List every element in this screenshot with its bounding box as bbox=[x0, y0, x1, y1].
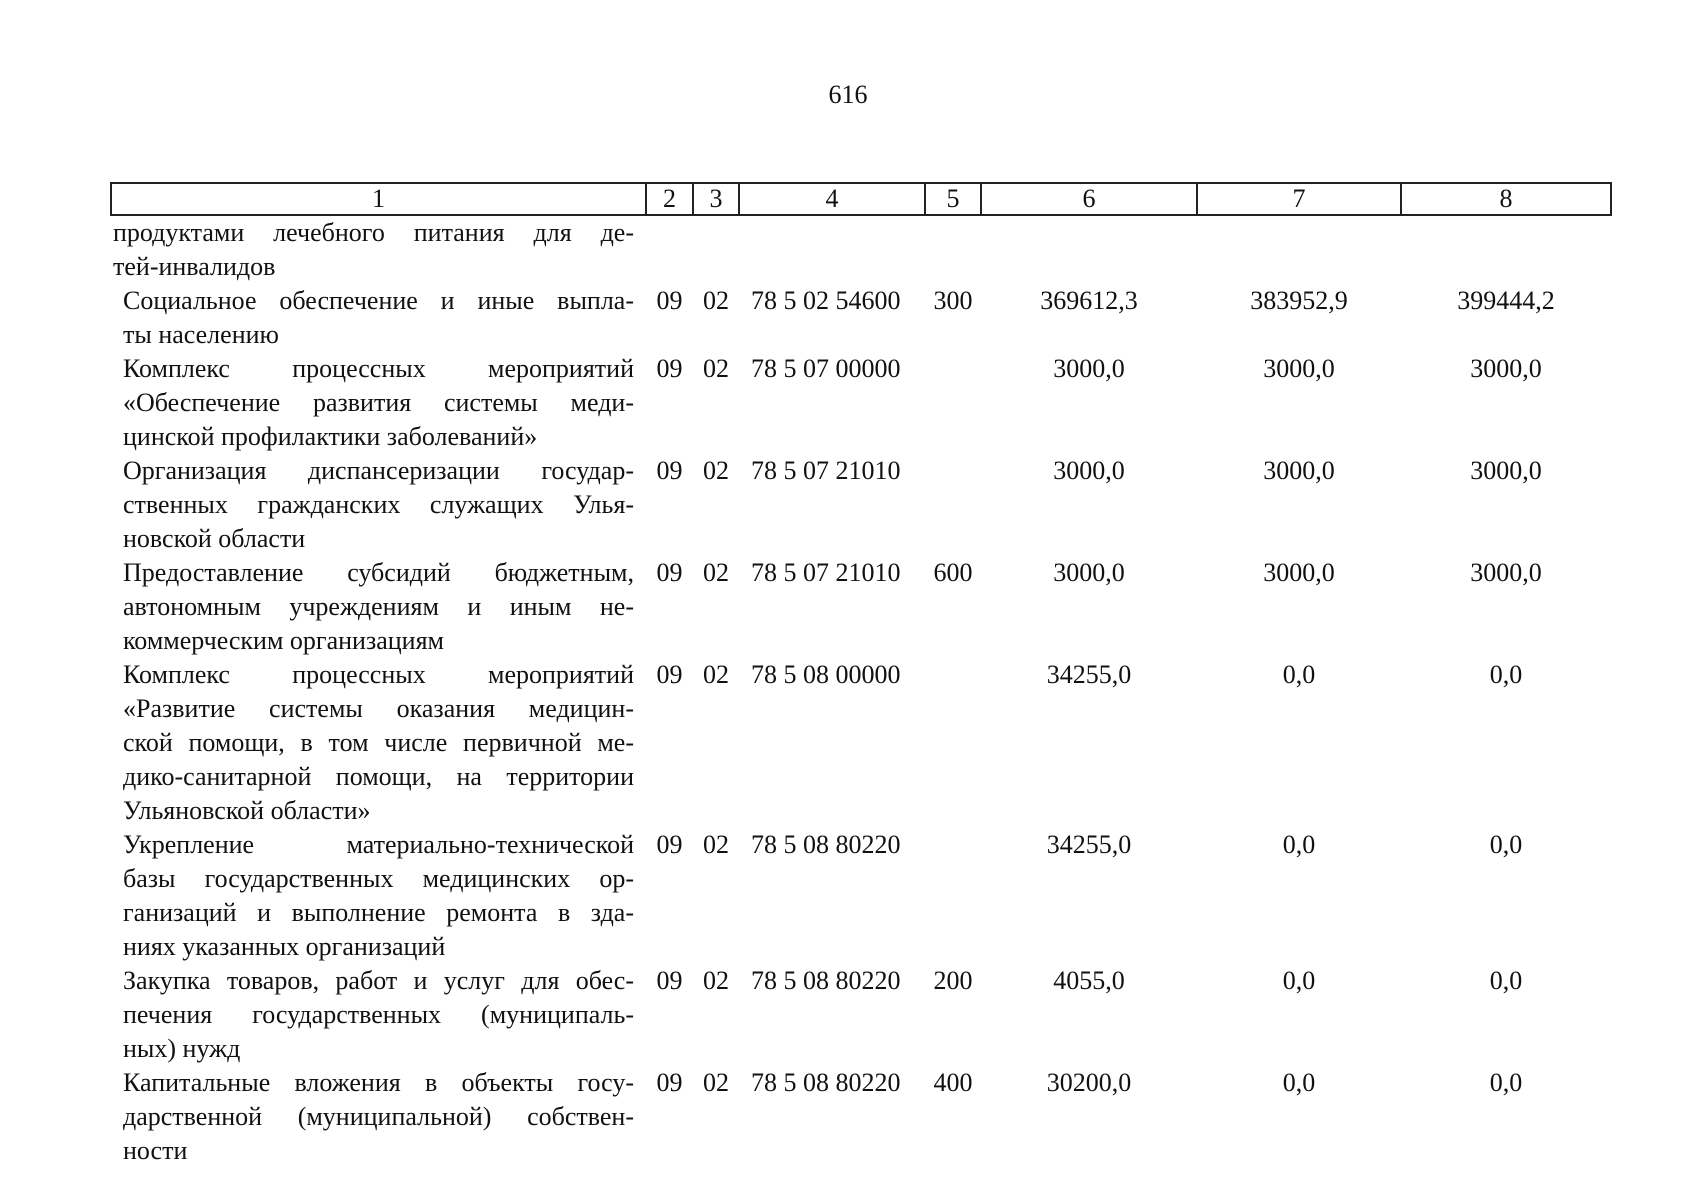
amount-year-1: 3000,0 bbox=[1053, 456, 1125, 485]
section-code: 09 bbox=[656, 1068, 683, 1097]
row-description bbox=[111, 964, 646, 1066]
expense-type-code bbox=[925, 352, 981, 454]
expense-type-code: 200 bbox=[933, 966, 973, 995]
description-line: Комплекс процессных мероприятий bbox=[123, 354, 634, 383]
header-col-4: 4 bbox=[739, 183, 925, 215]
description-line: ганизаций и выполнение ремонта в зда- bbox=[123, 898, 634, 927]
budget-table bbox=[110, 182, 1612, 1168]
description-line: Укрепление материально-технической bbox=[123, 830, 634, 859]
target-article-code bbox=[739, 215, 925, 284]
subsection-code: 02 bbox=[703, 1068, 729, 1097]
expense-type-code bbox=[925, 828, 981, 964]
description-line: Организация диспансеризации государ- bbox=[123, 456, 634, 485]
header-col-2: 2 bbox=[646, 183, 693, 215]
description-line: продуктами лечебного питания для де- bbox=[113, 218, 634, 247]
row-description bbox=[111, 454, 646, 556]
description-line: Ульяновской области» bbox=[123, 796, 371, 825]
header-col-3: 3 bbox=[693, 183, 739, 215]
table-row bbox=[111, 556, 1611, 658]
section-code: 09 bbox=[656, 456, 683, 485]
description-line: дарственной (муниципальной) собствен- bbox=[123, 1102, 634, 1131]
amount-year-1: 3000,0 bbox=[1053, 558, 1125, 587]
description-line: «Обеспечение развития системы меди- bbox=[123, 388, 634, 417]
description-line: Комплекс процессных мероприятий bbox=[123, 660, 634, 689]
target-article-code: 78 5 07 21010 bbox=[751, 558, 901, 587]
header-col-6: 6 bbox=[981, 183, 1197, 215]
target-article-code: 78 5 07 00000 bbox=[751, 354, 901, 383]
section-code bbox=[646, 215, 693, 284]
amount-year-3: 3000,0 bbox=[1470, 558, 1542, 587]
description-line: Предоставление субсидий бюджетным, bbox=[123, 558, 634, 587]
amount-year-3: 0,0 bbox=[1489, 966, 1523, 995]
target-article-code: 78 5 08 00000 bbox=[751, 660, 901, 689]
target-article-code: 78 5 02 54600 bbox=[751, 286, 901, 315]
expense-type-code: 300 bbox=[933, 286, 973, 315]
description-line: цинской профилактики заболеваний» bbox=[123, 422, 538, 451]
amount-year-1: 4055,0 bbox=[1053, 966, 1125, 995]
table-row bbox=[111, 1066, 1611, 1168]
row-description bbox=[111, 352, 646, 454]
description-line: коммерческим организациям bbox=[123, 626, 445, 655]
expense-type-code: 600 bbox=[933, 558, 973, 587]
description-line: ных) нужд bbox=[123, 1034, 241, 1063]
row-description bbox=[111, 658, 646, 828]
header-col-5: 5 bbox=[925, 183, 981, 215]
amount-year-3: 3000,0 bbox=[1470, 456, 1542, 485]
amount-year-2: 3000,0 bbox=[1263, 558, 1335, 587]
description-line: Социальное обеспечение и иные выпла- bbox=[123, 286, 634, 315]
target-article-code: 78 5 08 80220 bbox=[751, 1068, 901, 1097]
subsection-code: 02 bbox=[703, 286, 729, 315]
amount-year-2: 3000,0 bbox=[1263, 456, 1335, 485]
description-line: тей-инвалидов bbox=[113, 252, 276, 281]
description-line: дико-санитарной помощи, на территории bbox=[123, 762, 634, 791]
amount-year-2: 383952,9 bbox=[1250, 286, 1348, 315]
table-row bbox=[111, 454, 1611, 556]
amount-year-1 bbox=[981, 215, 1197, 284]
subsection-code bbox=[693, 215, 739, 284]
row-description bbox=[111, 284, 646, 352]
description-line: ниях указанных организаций bbox=[123, 932, 446, 961]
subsection-code: 02 bbox=[703, 966, 729, 995]
amount-year-1: 3000,0 bbox=[1053, 354, 1125, 383]
amount-year-3: 399444,2 bbox=[1457, 286, 1555, 315]
subsection-code: 02 bbox=[703, 558, 729, 587]
subsection-code: 02 bbox=[703, 660, 729, 689]
amount-year-3: 0,0 bbox=[1489, 660, 1523, 689]
row-description bbox=[111, 828, 646, 964]
description-line: «Развитие системы оказания медицин- bbox=[123, 694, 634, 723]
subsection-code: 02 bbox=[703, 830, 729, 859]
description-line: ты населению bbox=[123, 320, 279, 349]
target-article-code: 78 5 08 80220 bbox=[751, 830, 901, 859]
amount-year-3: 3000,0 bbox=[1470, 354, 1542, 383]
amount-year-1: 34255,0 bbox=[1046, 660, 1132, 689]
amount-year-2: 0,0 bbox=[1282, 830, 1316, 859]
table-row bbox=[111, 284, 1611, 352]
expense-type-code bbox=[925, 454, 981, 556]
table-row bbox=[111, 352, 1611, 454]
section-code: 09 bbox=[656, 660, 683, 689]
row-description bbox=[111, 556, 646, 658]
amount-year-2: 0,0 bbox=[1282, 1068, 1316, 1097]
description-line: Закупка товаров, работ и услуг для обес- bbox=[123, 966, 634, 995]
expense-type-code bbox=[925, 658, 981, 828]
description-line: базы государственных медицинских ор- bbox=[123, 864, 634, 893]
row-description bbox=[111, 1066, 646, 1168]
section-code: 09 bbox=[656, 830, 683, 859]
table-row bbox=[111, 964, 1611, 1066]
header-col-8: 8 bbox=[1401, 183, 1611, 215]
section-code: 09 bbox=[656, 354, 683, 383]
amount-year-1: 369612,3 bbox=[1040, 286, 1138, 315]
amount-year-1: 30200,0 bbox=[1046, 1068, 1132, 1097]
table-body bbox=[111, 215, 1611, 1168]
amount-year-3: 0,0 bbox=[1489, 830, 1523, 859]
page-number: 616 bbox=[828, 80, 868, 109]
amount-year-2: 0,0 bbox=[1282, 660, 1316, 689]
amount-year-3 bbox=[1401, 215, 1611, 284]
subsection-code: 02 bbox=[703, 354, 729, 383]
subsection-code: 02 bbox=[703, 456, 729, 485]
description-line: ности bbox=[123, 1136, 188, 1165]
target-article-code: 78 5 07 21010 bbox=[751, 456, 901, 485]
description-line: печения государственных (муниципаль- bbox=[123, 1000, 634, 1029]
table-row bbox=[111, 828, 1611, 964]
description-line: ственных гражданских служащих Улья- bbox=[123, 490, 634, 519]
description-line: ской помощи, в том числе первичной ме- bbox=[123, 728, 634, 757]
expense-type-code bbox=[925, 215, 981, 284]
section-code: 09 bbox=[656, 966, 683, 995]
amount-year-2: 3000,0 bbox=[1263, 354, 1335, 383]
section-code: 09 bbox=[656, 286, 683, 315]
header-col-1: 1 bbox=[111, 183, 646, 215]
amount-year-3: 0,0 bbox=[1489, 1068, 1523, 1097]
row-description bbox=[111, 215, 646, 284]
description-line: Капитальные вложения в объекты госу- bbox=[123, 1068, 634, 1097]
description-line: новской области bbox=[123, 524, 306, 553]
description-line: автономным учреждениям и иным не- bbox=[123, 592, 634, 621]
amount-year-2: 0,0 bbox=[1282, 966, 1316, 995]
expense-type-code: 400 bbox=[933, 1068, 973, 1097]
target-article-code: 78 5 08 80220 bbox=[751, 966, 901, 995]
section-code: 09 bbox=[656, 558, 683, 587]
budget-table-container bbox=[110, 182, 1610, 1168]
table-row bbox=[111, 658, 1611, 828]
table-row bbox=[111, 215, 1611, 284]
header-col-7: 7 bbox=[1197, 183, 1401, 215]
amount-year-2 bbox=[1197, 215, 1401, 284]
amount-year-1: 34255,0 bbox=[1046, 830, 1132, 859]
table-header-row bbox=[111, 183, 1611, 215]
